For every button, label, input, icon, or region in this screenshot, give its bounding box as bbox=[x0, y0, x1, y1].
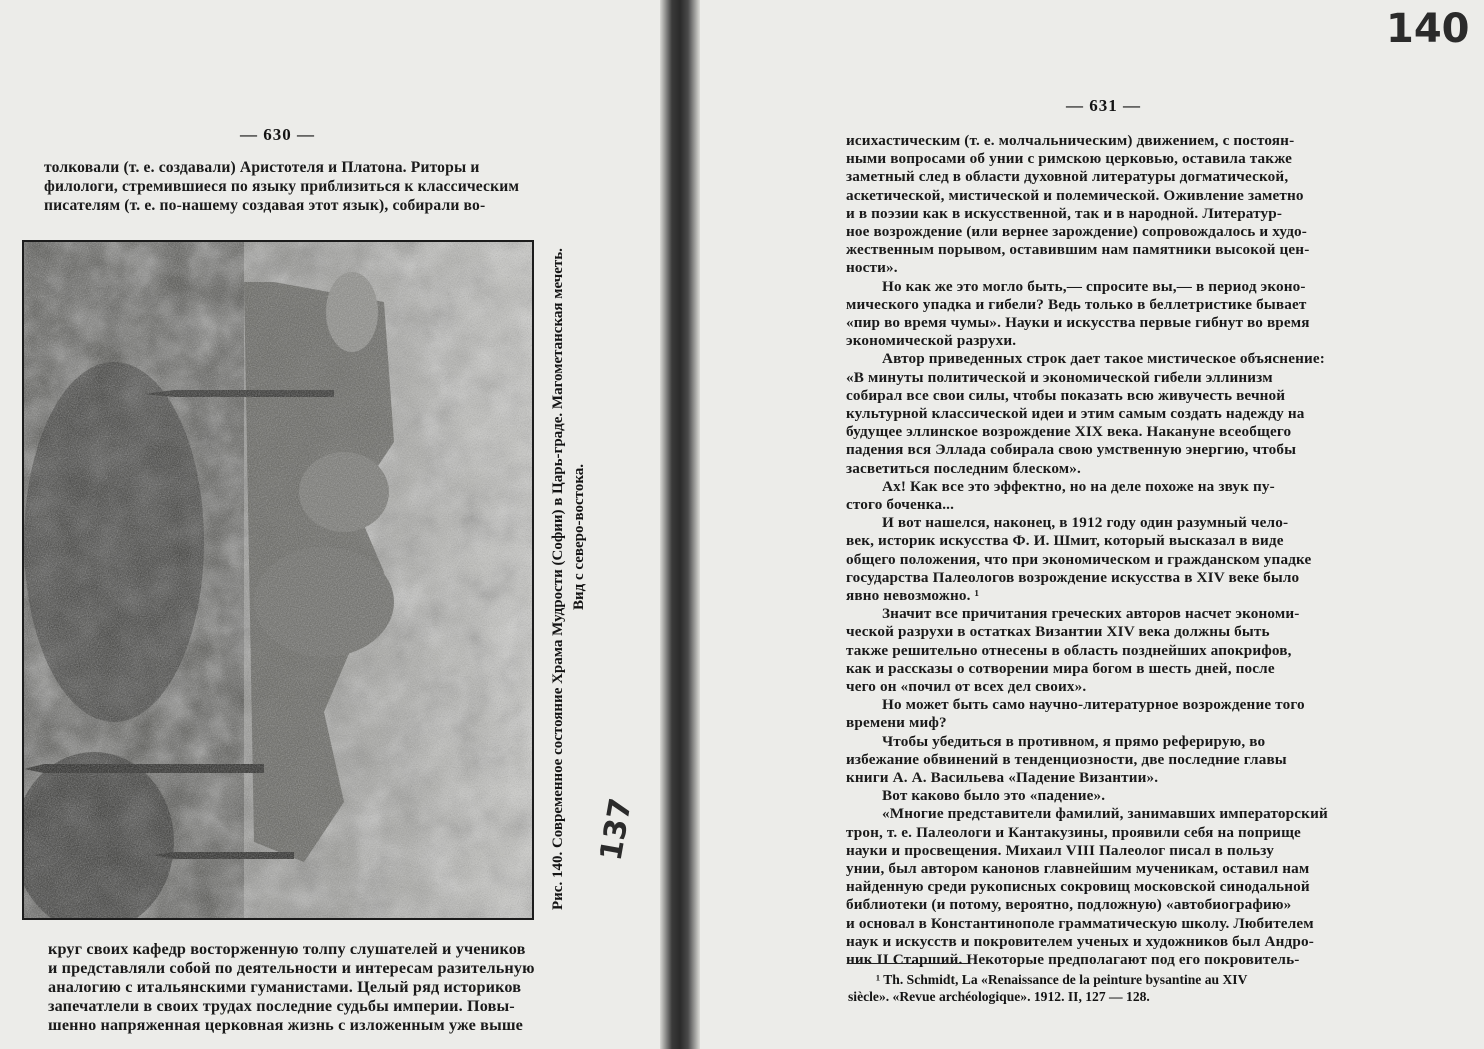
text-line: Автор приведенных строк дает такое мистическое объяснение: bbox=[882, 350, 1325, 368]
text-line: исихастическим (т. е. молчальническим) движением, с постоян- bbox=[846, 132, 1295, 149]
text-line: аналогию с итальянскими гуманистами. Целый ряд историков bbox=[48, 978, 522, 996]
footnote-line: ¹ Th. Schmidt, La «Renaissance de la peinture bysantine au XIV bbox=[876, 972, 1248, 987]
text-line: унии, был автором канонов главнейшим мученикам, оставил нам bbox=[846, 860, 1310, 877]
text-line: засветиться последним блеском». bbox=[846, 459, 1081, 477]
text-line: общего положения, что при экономическом и гражданском упадке bbox=[846, 550, 1312, 568]
text-line: государства Палеологов возрождение искусства в XIV веке было bbox=[846, 568, 1300, 586]
text-line: найденную среди рукописных сокровищ московской синодальной bbox=[846, 878, 1310, 896]
text-line: «В минуты политической и экономической гибели эллинизм bbox=[846, 368, 1273, 386]
left-page-number: — 630 — bbox=[240, 125, 315, 144]
text-line: Значит все причитания греческих авторов насчет экономи- bbox=[882, 605, 1300, 623]
text-line: ности». bbox=[846, 259, 898, 277]
text-line: наук и искусств и покровителем ученых и художников был Андро- bbox=[846, 932, 1314, 950]
caption-line: Рис. 140. Современное состояние Храма Мудрости (Софии) в Царь-граде. Магометанская мечеть. bbox=[550, 248, 566, 910]
text-line: запечатлели в своих трудах последние судьбы империи. Повы- bbox=[48, 997, 515, 1015]
text-line: и в поэзии как в искусственной, так и в народной. Литератур- bbox=[846, 204, 1283, 222]
text-line: чего он «почил от всех дел своих». bbox=[846, 678, 1087, 695]
text-line: филологи, стремившиеся по языку приблизиться к классическим bbox=[44, 178, 520, 195]
text-line: и основал в Константинополе грамматическую школу. Любителем bbox=[846, 914, 1314, 932]
text-line: трон, т. е. Палеологи и Кантакузины, проявили себя на поприще bbox=[846, 823, 1301, 841]
text-line: Но может быть само научно-литературное возрождение того bbox=[882, 696, 1305, 714]
text-line: шенно напряженная церковная жизнь с изложенным уже выше bbox=[48, 1016, 524, 1034]
text-line: и представляли собой по деятельности и интересам разительную bbox=[48, 959, 535, 977]
text-line: времени миф? bbox=[846, 714, 947, 732]
text-line: явно невозможно. ¹ bbox=[846, 587, 980, 604]
book-gutter bbox=[660, 0, 700, 1049]
footnote-rule bbox=[848, 963, 968, 964]
text-line: собирал все свои силы, чтобы показать всю живучесть вечной bbox=[846, 386, 1286, 404]
text-line: стого боченка... bbox=[846, 496, 955, 513]
text-line: Ах! Как все это эффектно, но на деле похоже на звук пу- bbox=[882, 477, 1275, 495]
text-line: И вот нашелся, наконец, в 1912 году один разумный чело- bbox=[882, 514, 1289, 532]
left-page bbox=[0, 0, 660, 1049]
text-line: также решительно отнесены в область позднейших апокрифов, bbox=[846, 641, 1292, 659]
text-line: толковали (т. е. создавали) Аристотеля и Платона. Риторы и bbox=[44, 159, 480, 176]
text-line: век, историк искусства Ф. И. Шмит, который высказал в виде bbox=[846, 532, 1284, 550]
text-line: ник II Старший. Некоторые предполагают под его покровитель- bbox=[846, 951, 1300, 968]
text-line: будущее эллинское возрождение XIX века. Накануне всеобщего bbox=[846, 423, 1292, 441]
text-line: Но как же это могло быть,— спросите вы,— в период эконо- bbox=[882, 277, 1306, 295]
handwritten-number: 137 bbox=[593, 795, 639, 864]
text-line: падения вся Эллада собирала свою умственную энергию, чтобы bbox=[846, 441, 1297, 459]
text-line: мического упадка и гибели? Ведь только в беллетристике бывает bbox=[846, 295, 1307, 313]
text-line: ными вопросами об унии с римскою церковью, оставила также bbox=[846, 150, 1293, 168]
text-line: круг своих кафедр восторженную толпу слушателей и учеников bbox=[48, 940, 526, 958]
right-page-number: — 631 — bbox=[1066, 96, 1141, 115]
text-line: науки и просвещения. Михаил VIII Палеолог писал в пользу bbox=[846, 841, 1274, 859]
text-line: избежание обвинений в тенденциозности, две последние главы bbox=[846, 750, 1287, 768]
text-line: «пир во время чумы». Науки и искусства первые гибнут во время bbox=[846, 314, 1310, 331]
text-line: как и рассказы о сотворении мира богом в шесть дней, после bbox=[846, 659, 1275, 677]
handwritten-number: 140 bbox=[1386, 6, 1470, 52]
text-line: жественным порывом, оставившим нам памятники высокой цен- bbox=[846, 241, 1310, 259]
footnote-line: siècle». «Revue archéologique». 1912. II, 127 — 128. bbox=[848, 989, 1150, 1004]
text-line: аскетической, мистической и полемической. Оживление заметно bbox=[846, 186, 1304, 204]
text-line: ческой разрухи в остатках Византии XIV века должны быть bbox=[846, 623, 1270, 641]
text-line: библиотеки (и потому, вероятно, подложную) «автобиографию» bbox=[846, 896, 1292, 914]
figure-caption bbox=[548, 248, 590, 910]
text-line: «Многие представители фамилий, занимавших императорский bbox=[882, 805, 1328, 823]
text-line: заметный след в области духовной литературы догматической, bbox=[846, 168, 1289, 186]
text-line: культурной классической идеи и этим самым создать надежду на bbox=[846, 405, 1305, 422]
caption-line: Вид с северо-востока. bbox=[571, 464, 587, 610]
text-line: Вот каково было это «падение». bbox=[882, 787, 1106, 805]
right-page bbox=[700, 0, 1484, 1049]
text-line: писателям (т. е. по-нашему создавая этот язык), собирали во- bbox=[44, 197, 486, 214]
text-line: Чтобы убедиться в противном, я прямо реферирую, во bbox=[882, 732, 1266, 750]
text-line: экономической разрухи. bbox=[846, 332, 1017, 350]
mosque-photograph bbox=[22, 240, 534, 920]
text-line: книги А. А. Васильева «Падение Византии». bbox=[846, 769, 1159, 786]
text-line: ное возрождение (или вернее зарождение) сопровождалось и худо- bbox=[846, 223, 1307, 240]
